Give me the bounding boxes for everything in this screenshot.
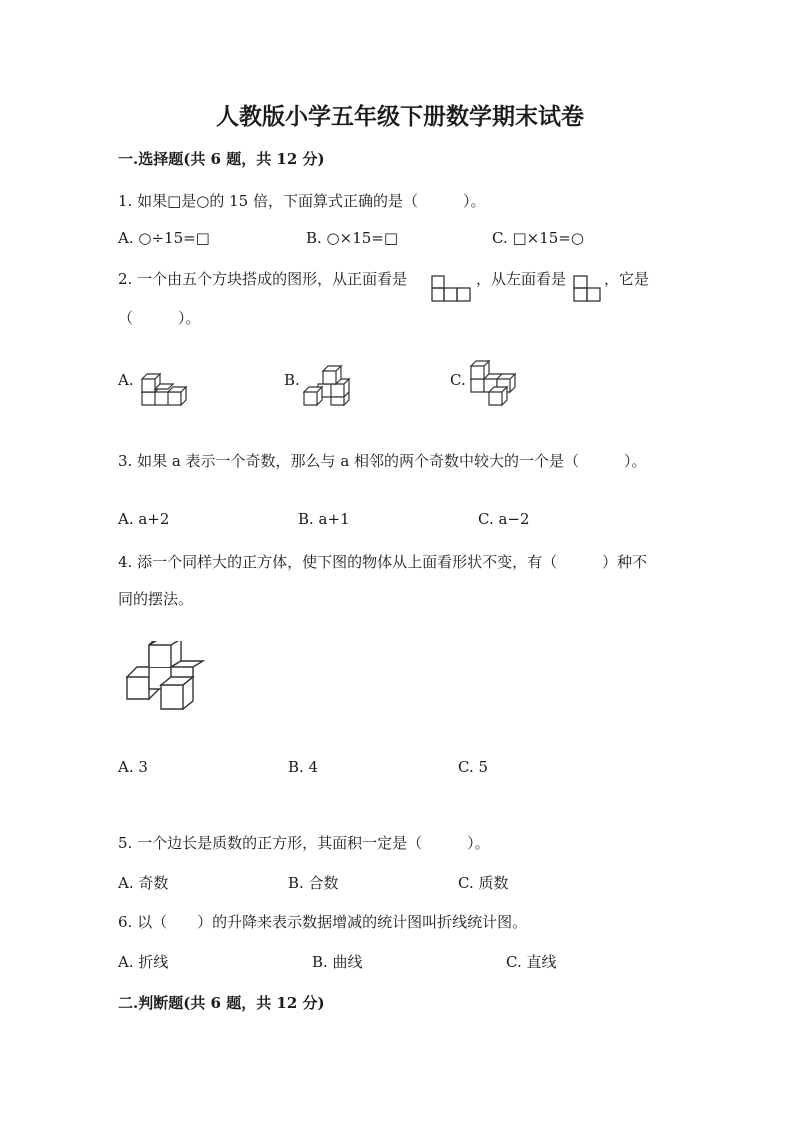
question-6-stem: 6. 以（ ）的升降来表示数据增减的统计图叫折线统计图。	[118, 913, 528, 931]
question-2-stem-part3: ，它是	[604, 270, 650, 288]
question-1-stem: 1. 如果□是○的 15 倍，下面算式正确的是（ ）。	[118, 192, 486, 210]
left-view-icon	[572, 274, 604, 304]
question-4-stem-line2: 同的摆法。	[118, 590, 194, 608]
section-heading-choice: 一.选择题(共 6 题，共 12 分)	[118, 150, 325, 168]
question-3-stem: 3. 如果 a 表示一个奇数，那么与 a 相邻的两个奇数中较大的一个是（ ）。	[118, 452, 647, 470]
question-4-option-c: C. 5	[458, 758, 489, 776]
question-3-option-c: C. a−2	[478, 510, 530, 528]
question-4-option-a: A. 3	[118, 758, 148, 776]
question-2-option-b: B.	[284, 371, 300, 389]
question-2-option-c: C.	[450, 371, 466, 389]
page-title: 人教版小学五年级下册数学期末试卷	[216, 103, 584, 130]
cube-stack-b-figure	[302, 362, 354, 408]
section-heading-judgement: 二.判断题(共 6 题，共 12 分)	[118, 994, 325, 1012]
question-1-option-c: C. □×15=○	[492, 229, 584, 247]
question-6-option-b: B. 曲线	[312, 953, 363, 971]
question-3-option-a: A. a+2	[118, 510, 170, 528]
question-2-stem-part2: ，从左面看是	[476, 270, 567, 288]
question-4-stem-line1: 4. 添一个同样大的正方体，使下图的物体从上面看形状不变，有（ ）种不	[118, 553, 648, 571]
front-view-icon	[430, 274, 474, 304]
question-6-option-a: A. 折线	[118, 953, 169, 971]
question-5-option-b: B. 合数	[288, 874, 339, 892]
question-1-option-b: B. ○×15=□	[306, 229, 399, 247]
question-1-option-a: A. ○÷15=□	[118, 229, 210, 247]
question-5-stem: 5. 一个边长是质数的正方形，其面积一定是（ ）。	[118, 834, 490, 852]
question-5-option-c: C. 质数	[458, 874, 509, 892]
cube-stack-c-figure	[468, 360, 520, 408]
cube-stack-a-figure	[138, 362, 188, 408]
question-2-stem-part1: 2. 一个由五个方块搭成的图形，从正面看是	[118, 270, 408, 288]
question-2-stem-line2: （ ）。	[118, 309, 201, 327]
question-3-option-b: B. a+1	[298, 510, 350, 528]
question-4-option-b: B. 4	[288, 758, 319, 776]
question-5-option-a: A. 奇数	[118, 874, 169, 892]
question-6-option-c: C. 直线	[506, 953, 557, 971]
question-2-option-a: A.	[118, 371, 134, 389]
cube-arrangement-figure	[124, 641, 208, 713]
